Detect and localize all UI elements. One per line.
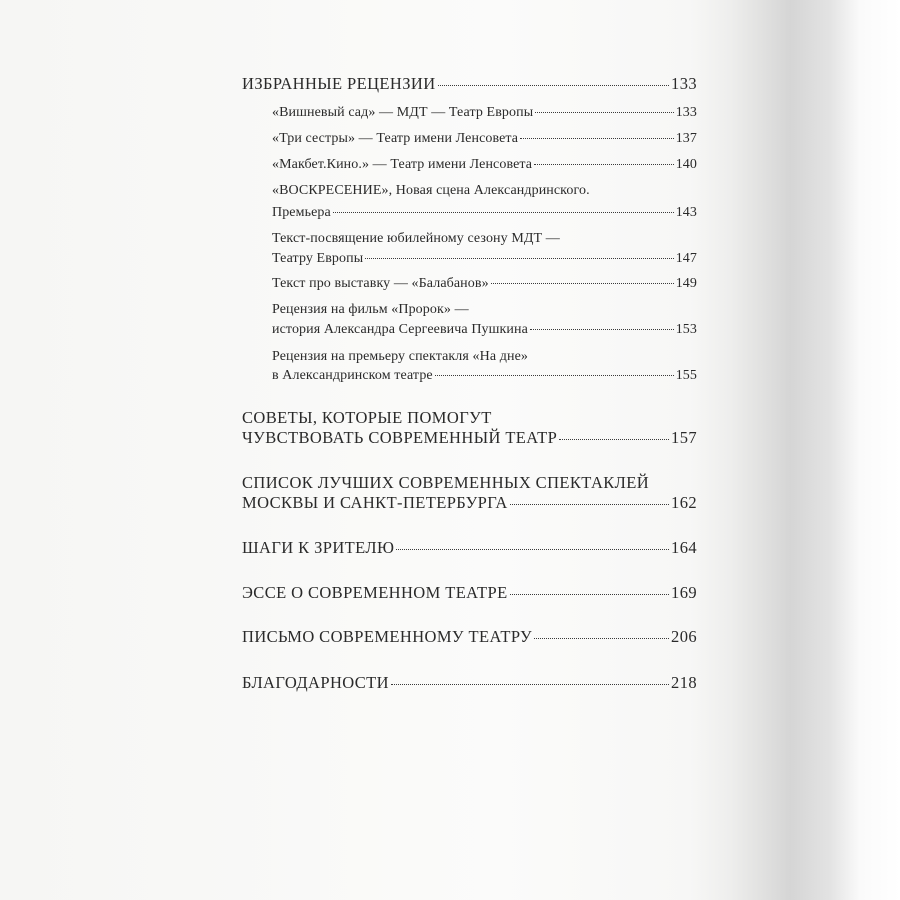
toc-page-number: 143	[675, 205, 697, 220]
leader-dots	[534, 638, 669, 639]
toc-subentry-title: «Макбет.Кино.» — Театр имени Ленсовета	[272, 157, 533, 172]
toc-entry-best-list	[242, 493, 697, 513]
toc-page-number: 137	[675, 131, 697, 146]
toc-subentry	[272, 276, 697, 292]
toc-page-number: 157	[671, 428, 697, 447]
leader-dots	[396, 549, 669, 550]
toc-subentry-title-line1: «ВОСКРЕСЕНИЕ», Новая сцена Александринского.	[272, 183, 590, 198]
toc-entry-title: ИЗБРАННЫЕ РЕЦЕНЗИИ	[242, 74, 436, 93]
toc-entry-essay	[242, 583, 697, 603]
toc-entry-steps	[242, 538, 697, 558]
leader-dots	[510, 594, 669, 595]
toc-page-number: 147	[675, 251, 697, 266]
toc-entry-advice	[242, 428, 697, 448]
leader-dots	[534, 164, 674, 165]
leader-dots	[530, 329, 674, 330]
toc-page-number: 155	[675, 368, 697, 383]
toc-page-number: 206	[671, 627, 697, 646]
toc-subentry	[272, 131, 697, 147]
toc-subentry	[272, 205, 697, 221]
toc-entry-letter	[242, 627, 697, 647]
leader-dots	[559, 439, 669, 440]
toc-entry-title: БЛАГОДАРНОСТИ	[242, 673, 389, 692]
toc-page-number: 169	[671, 583, 697, 602]
toc-entry-title: ПИСЬМО СОВРЕМЕННОМУ ТЕАТРУ	[242, 627, 533, 646]
toc-entry-thanks	[242, 673, 697, 693]
leader-dots	[391, 684, 669, 685]
toc-subentry-title: Текст про выставку — «Балабанов»	[272, 276, 489, 291]
toc-subentry-title-line1: Текст-посвящение юбилейному сезону МДТ —	[272, 231, 560, 246]
toc-entry-title: ШАГИ К ЗРИТЕЛЮ	[242, 538, 395, 557]
toc-page-number: 153	[675, 322, 697, 337]
leader-dots	[438, 85, 670, 86]
toc-entry-reviews	[242, 74, 697, 94]
toc-subentry	[272, 322, 697, 338]
toc-page-number: 162	[671, 493, 697, 512]
toc-page-number: 140	[675, 157, 697, 172]
toc-entry-title: МОСКВЫ И САНКТ-ПЕТЕРБУРГА	[242, 493, 508, 512]
toc-page-number: 149	[675, 276, 697, 291]
toc-page-number: 133	[675, 105, 697, 120]
toc-entry-title: ЧУВСТВОВАТЬ СОВРЕМЕННЫЙ ТЕАТР	[242, 428, 558, 447]
leader-dots	[535, 112, 673, 113]
toc-subentry-title: Премьера	[272, 205, 331, 220]
toc-subentry-title: история Александра Сергеевича Пушкина	[272, 322, 528, 337]
toc-page-number: 164	[671, 538, 697, 557]
toc-page-number: 218	[671, 673, 697, 692]
leader-dots	[365, 258, 673, 259]
leader-dots	[435, 375, 674, 376]
leader-dots	[520, 138, 674, 139]
toc-subentry-title-line1: Рецензия на фильм «Пророк» —	[272, 302, 469, 317]
toc-subentry	[272, 157, 697, 173]
toc-subentry	[272, 368, 697, 384]
toc-subentry-title: «Три сестры» — Театр имени Ленсовета	[272, 131, 519, 146]
leader-dots	[491, 283, 674, 284]
toc-subentry	[272, 105, 697, 121]
toc-entry-title-line1: СОВЕТЫ, КОТОРЫЕ ПОМОГУТ	[242, 408, 492, 427]
leader-dots	[510, 504, 669, 505]
leader-dots	[333, 212, 674, 213]
toc-entry-title: ЭССЕ О СОВРЕМЕННОМ ТЕАТРЕ	[242, 583, 508, 602]
toc-page-number: 133	[671, 74, 697, 93]
toc-subentry-title: «Вишневый сад» — МДТ — Театр Европы	[272, 105, 534, 120]
toc-subentry-title: в Александринском театре	[272, 368, 433, 383]
toc-subentry	[272, 251, 697, 267]
toc-entry-title-line1: СПИСОК ЛУЧШИХ СОВРЕМЕННЫХ СПЕКТАКЛЕЙ	[242, 473, 650, 492]
toc-subentry-title-line1: Рецензия на премьеру спектакля «На дне»	[272, 349, 528, 364]
toc-subentry-title: Театру Европы	[272, 251, 364, 266]
